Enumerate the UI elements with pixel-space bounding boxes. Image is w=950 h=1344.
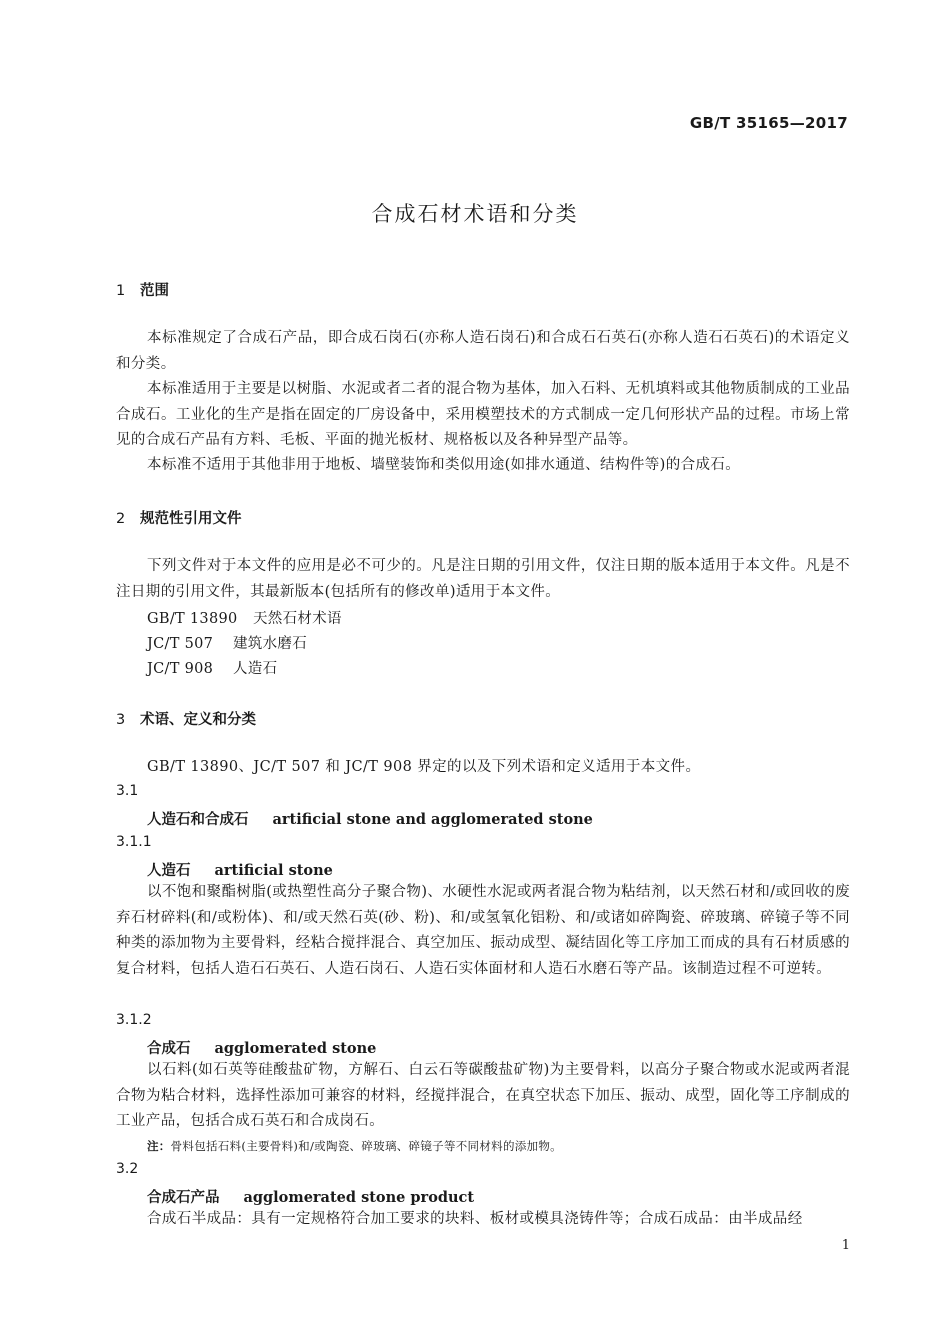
term-english: artificial stone	[214, 862, 333, 879]
note	[147, 1138, 562, 1154]
paragraph: 下列文件对于本文件的应用是必不可少的。凡是注日期的引用文件，仅注日期的版本适用于本文件。凡是不注日期的引用文件，其最新版本(包括所有的修改单)适用于本文件。	[116, 558, 850, 600]
paragraph: GB/T 13890、JC/T 507 和 JC/T 908 界定的以及下列术语和定义适用于本文件。	[147, 759, 701, 775]
term-entry	[147, 1186, 474, 1207]
reference-name: 天然石材术语	[253, 611, 342, 627]
term-entry	[147, 1037, 376, 1058]
section-heading-terms-definitions	[116, 708, 256, 729]
term-english: agglomerated stone product	[243, 1189, 475, 1206]
section-title: 术语、定义和分类	[140, 712, 256, 728]
section-number: 1	[116, 283, 126, 299]
term-english: artificial stone and agglomerated stone	[272, 811, 593, 828]
section-number: 3	[116, 712, 126, 728]
definition-text: 合成石半成品：具有一定规格符合加工要求的块料、板材或模具浇铸件等；合成石成品：由半成品经	[147, 1211, 803, 1227]
clause-number: 3.1	[116, 783, 139, 799]
note-label: 注：	[147, 1139, 171, 1153]
document-title: 合成石材术语和分类	[371, 202, 579, 226]
definition-text: 以石料(如石英等硅酸盐矿物，方解石、白云石等碳酸盐矿物)为主要骨料，以高分子聚合物或水泥或两者混合物为粘合材料，选择性添加可兼容的材料，经搅拌混合，在真空状态下加压、振动、成型，固化等工序制成的工业产品，包括合成石英石和合成岗石。	[116, 1062, 850, 1129]
definition-text: 以不饱和聚酯树脂(或热塑性高分子聚合物)、水硬性水泥或两者混合物为粘结剂，以天然石材和/或回收的废弃石材碎料(和/或粉体)、和/或天然石英(砂、粉)、和/或氢氧化铝粉、和/或诸如碎陶瓷、碎玻璃、碎镜子等不同种类的添加物为主要骨料，经粘合搅拌混合、真空加压、振动成型、凝结固化等工序加工而成的具有石材质感的复合材料，包括人造石石英石、人造石岗石、人造石实体面材和人造石水磨石等产品。该制造过程不可逆转。	[116, 884, 850, 977]
page-number: 1	[841, 1238, 850, 1253]
term-english: agglomerated stone	[214, 1040, 377, 1057]
section-title: 范围	[140, 283, 169, 299]
term-entry	[147, 808, 593, 829]
clause-number: 3.1.2	[116, 1012, 152, 1028]
note-text: 骨料包括石料(主要骨料)和/或陶瓷、碎玻璃、碎镜子等不同材料的添加物。	[170, 1139, 562, 1153]
reference-code: GB/T 13890	[147, 611, 238, 627]
reference-item	[147, 607, 342, 628]
clause-number: 3.1.1	[116, 834, 152, 850]
paragraph: 本标准规定了合成石产品，即合成石岗石(亦称人造石岗石)和合成石石英石(亦称人造石石英石)的术语定义和分类。	[116, 330, 850, 372]
section-title: 规范性引用文件	[140, 511, 242, 527]
term-entry	[147, 859, 333, 880]
section-number: 2	[116, 511, 126, 527]
paragraph: 本标准不适用于其他非用于地板、墙壁装饰和类似用途(如排水通道、结构件等)的合成石。	[147, 457, 741, 473]
term-chinese: 人造石和合成石	[147, 812, 249, 828]
paragraph: 本标准适用于主要是以树脂、水泥或者二者的混合物为基体，加入石料、无机填料或其他物质制成的工业品合成石。工业化的生产是指在固定的厂房设备中，采用模塑技术的方式制成一定几何形状产品的过程。市场上常见的合成石产品有方料、毛板、平面的抛光板材、规格板以及各种异型产品等。	[116, 381, 850, 448]
section-heading-normative-references	[116, 507, 242, 528]
reference-item	[147, 657, 277, 678]
term-chinese: 合成石	[147, 1041, 191, 1057]
standard-code: GB/T 35165—2017	[689, 114, 848, 132]
clause-number: 3.2	[116, 1161, 139, 1177]
reference-code: JC/T 908	[147, 661, 214, 677]
reference-name: 人造石	[233, 661, 278, 677]
reference-name: 建筑水磨石	[233, 636, 307, 652]
section-heading-scope	[116, 279, 169, 300]
term-chinese: 合成石产品	[147, 1190, 220, 1206]
reference-item	[147, 632, 307, 653]
reference-code: JC/T 507	[147, 636, 214, 652]
term-chinese: 人造石	[147, 863, 191, 879]
